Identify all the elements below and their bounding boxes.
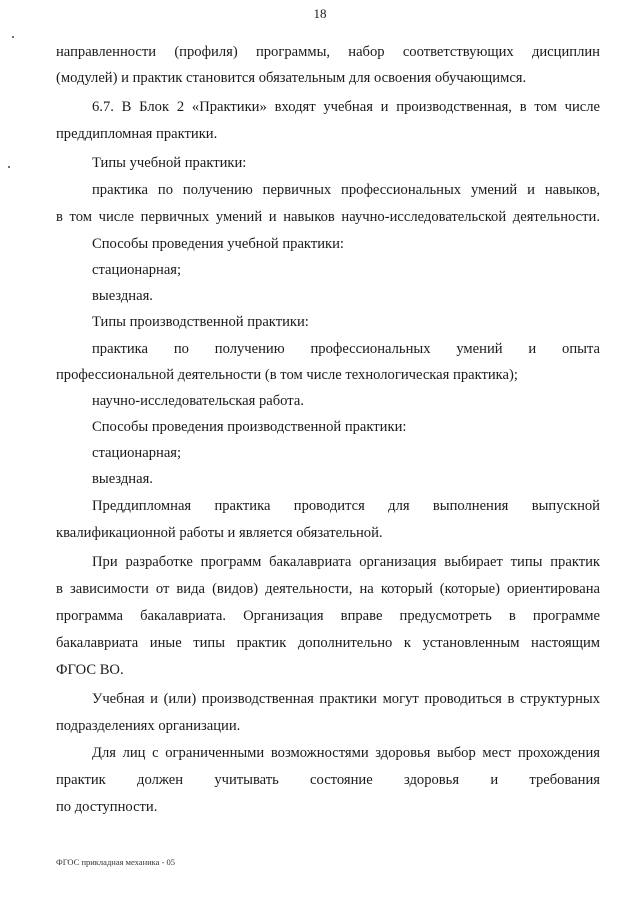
page-number: 18 [313,6,327,21]
page-footer: ФГОС прикладная механика - 05 [56,857,176,867]
text-line: стационарная; [92,262,182,278]
text-line: стационарная; [92,445,182,461]
text-line: преддипломная практики. [56,126,218,142]
text-line: практика по получению первичных профессиональных умений и навыков, [92,182,600,198]
text-line: профессиональной деятельности (в том числе технологическая практика); [56,367,518,383]
text-line: научно-исследовательская работа. [92,393,304,409]
text-line: квалификационной работы и является обязательной. [56,525,383,541]
text-line: в зависимости от вида (видов) деятельности, на который (которые) ориентирована [56,581,600,597]
text-line: по доступности. [56,799,158,815]
text-line: практик должен учитывать состояние здоровья и требования [56,772,600,788]
text-line: Для лиц с ограниченными возможностями здоровья выбор мест прохождения [92,745,600,761]
text-line: Преддипломная практика проводится для выполнения выпускной [92,498,600,514]
text-line: подразделениях организации. [56,718,241,734]
text-line: Типы учебной практики: [92,155,247,171]
text-line: в том числе первичных умений и навыков научно-исследовательской деятельности. [56,209,600,225]
text-line: ФГОС ВО. [56,662,124,678]
text-line: выездная. [92,471,153,487]
text-line: 6.7. В Блок 2 «Практики» входят учебная и производственная, в том числе [92,99,600,115]
text-line: При разработке программ бакалавриата организация выбирает типы практик [92,554,600,570]
scan-speck [8,166,10,168]
text-line: выездная. [92,288,153,304]
text-line: Способы проведения производственной практики: [92,419,407,435]
text-line: практика по получению профессиональных умений и опыта [92,341,600,357]
text-line: Типы производственной практики: [92,314,309,330]
text-line: Способы проведения учебной практики: [92,236,344,252]
text-line: программа бакалавриата. Организация вправе предусмотреть в программе [56,608,600,624]
text-line: бакалавриата иные типы практик дополнительно к установленным настоящим [56,635,600,651]
scan-speck [12,36,14,38]
text-line: направленности (профиля) программы, набор соответствующих дисциплин [56,44,600,60]
text-line: (модулей) и практик становится обязательным для освоения обучающимся. [56,70,527,86]
text-line: Учебная и (или) производственная практики могут проводиться в структурных [92,691,600,707]
